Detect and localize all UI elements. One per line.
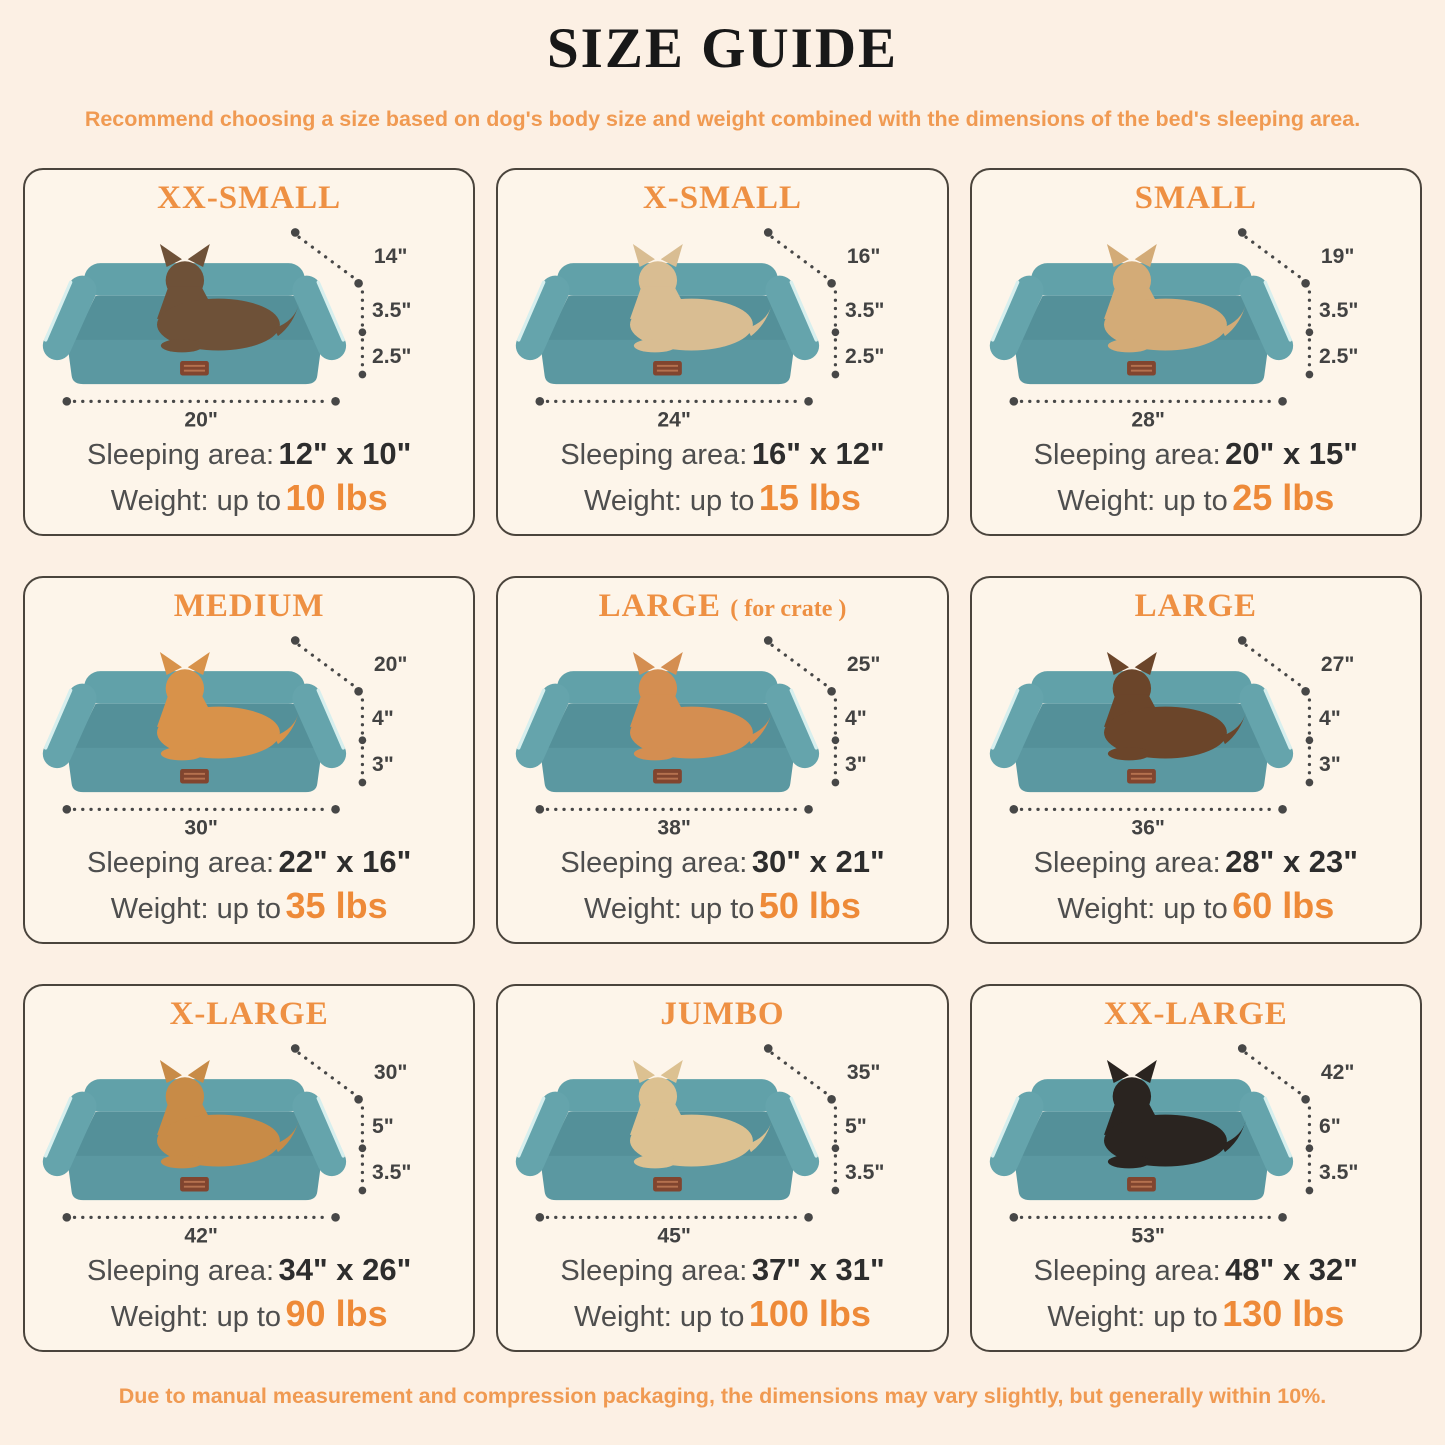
size-card-grid xyxy=(23,168,1422,1352)
bed-diagram xyxy=(38,219,460,432)
sleeping-area-line: Sleeping area: 37" x 31" xyxy=(560,1251,885,1287)
card-title xyxy=(599,588,847,624)
weight-line: Weight: up to 100 lbs xyxy=(574,1293,871,1335)
bolster-height-label: 3.5" xyxy=(845,299,885,323)
card-specs xyxy=(985,1250,1407,1338)
size-card-small xyxy=(970,168,1422,536)
card-title xyxy=(174,588,325,624)
weight-line: Weight: up to 90 lbs xyxy=(110,1293,388,1335)
card-title xyxy=(157,180,341,216)
size-name: JUMBO xyxy=(660,996,785,1032)
size-card-jumbo xyxy=(496,984,948,1352)
sleeping-area-line: Sleeping area: 34" x 26" xyxy=(87,1251,412,1287)
card-title xyxy=(1135,180,1257,216)
bed-illustration xyxy=(38,218,460,433)
width-dimension-label: 30" xyxy=(184,816,218,840)
base-height-label: 3.5" xyxy=(845,1161,885,1185)
bolster-height-label: 6" xyxy=(1318,1115,1341,1139)
sleeping-area-line: Sleeping area: 22" x 16" xyxy=(87,843,412,879)
page-title: SIZE GUIDE xyxy=(546,17,899,80)
diagonal-dimension-label: 35" xyxy=(847,1061,881,1085)
bed-diagram xyxy=(985,1035,1407,1248)
brand-patch xyxy=(180,769,209,783)
base-height-label: 2.5" xyxy=(845,345,885,369)
sleeping-area-line: Sleeping area: 20" x 15" xyxy=(1033,435,1358,471)
size-card-xx-large xyxy=(970,984,1422,1352)
card-specs xyxy=(985,842,1407,930)
card-specs xyxy=(511,434,933,522)
card-specs xyxy=(38,434,460,522)
base-height-label: 3" xyxy=(845,753,868,777)
bed-illustration xyxy=(985,218,1407,433)
size-name: XX-LARGE xyxy=(1103,996,1288,1032)
bolster-height-label: 4" xyxy=(1318,707,1341,731)
card-specs xyxy=(511,1250,933,1338)
base-height-label: 3.5" xyxy=(372,1161,412,1185)
size-name-suffix: ( for crate ) xyxy=(730,596,847,622)
card-title xyxy=(1135,588,1257,624)
size-card-xx-small xyxy=(23,168,475,536)
base-height-label: 3.5" xyxy=(1318,1161,1359,1185)
size-name: X-SMALL xyxy=(642,180,803,216)
base-height-label: 2.5" xyxy=(372,345,412,369)
size-name: XX-SMALL xyxy=(157,180,342,216)
sleeping-area-line: Sleeping area: 48" x 32" xyxy=(1033,1251,1358,1287)
brand-patch xyxy=(1127,361,1156,375)
diagonal-dimension-label: 42" xyxy=(1320,1061,1355,1085)
sleeping-area-line: Sleeping area: 16" x 12" xyxy=(560,435,885,471)
width-dimension-label: 38" xyxy=(657,816,692,840)
diagonal-dimension-label: 16" xyxy=(847,245,881,269)
bed-illustration xyxy=(511,218,933,433)
diagonal-dimension-label: 25" xyxy=(847,653,881,677)
weight-line: Weight: up to 130 lbs xyxy=(1047,1293,1345,1335)
sleeping-area-line: Sleeping area: 12" x 10" xyxy=(87,435,412,471)
sleeping-area-line: Sleeping area: 30" x 21" xyxy=(560,843,885,879)
page-footer-disclaimer: Due to manual measurement and compression packaging, the dimensions may vary slightly, but generally within 10%. xyxy=(118,1384,1327,1408)
bed-illustration xyxy=(38,1034,460,1249)
width-dimension-label: 24" xyxy=(657,408,692,432)
base-height-label: 2.5" xyxy=(1318,345,1359,369)
size-name: LARGE xyxy=(1134,588,1257,624)
brand-patch xyxy=(653,1177,682,1191)
width-dimension-label: 42" xyxy=(184,1224,218,1248)
width-dimension-label: 28" xyxy=(1131,408,1165,432)
size-card-x-large xyxy=(23,984,475,1352)
bolster-height-label: 5" xyxy=(372,1115,394,1139)
card-specs xyxy=(985,434,1407,522)
brand-patch xyxy=(653,769,682,783)
size-name: LARGE xyxy=(598,588,721,624)
size-name: SMALL xyxy=(1134,180,1257,216)
size-name: X-LARGE xyxy=(169,996,329,1032)
weight-line: Weight: up to 25 lbs xyxy=(1057,477,1335,519)
diagonal-dimension-label: 30" xyxy=(373,1061,408,1085)
bolster-height-label: 4" xyxy=(372,707,394,731)
width-dimension-label: 36" xyxy=(1131,816,1165,840)
base-height-label: 3" xyxy=(372,753,394,777)
diagonal-dimension-label: 20" xyxy=(373,653,408,677)
bolster-height-label: 3.5" xyxy=(1318,299,1359,323)
bolster-height-label: 5" xyxy=(845,1115,868,1139)
card-title xyxy=(1104,996,1288,1032)
brand-patch xyxy=(653,361,682,375)
weight-line: Weight: up to 60 lbs xyxy=(1057,885,1335,927)
diagonal-dimension-label: 27" xyxy=(1320,653,1355,677)
card-title xyxy=(170,996,329,1032)
brand-patch xyxy=(180,361,209,375)
size-card-large-for-crate xyxy=(496,576,948,944)
bed-diagram xyxy=(985,627,1407,840)
diagonal-dimension-label: 14" xyxy=(373,245,408,269)
weight-line: Weight: up to 15 lbs xyxy=(584,477,861,519)
size-card-x-small xyxy=(496,168,948,536)
width-dimension-label: 53" xyxy=(1131,1224,1165,1248)
bed-illustration xyxy=(511,1034,933,1249)
bed-diagram xyxy=(38,1035,460,1248)
bed-illustration xyxy=(38,626,460,841)
bed-illustration xyxy=(511,626,933,841)
card-specs xyxy=(38,1250,460,1338)
weight-line: Weight: up to 10 lbs xyxy=(110,477,388,519)
width-dimension-label: 20" xyxy=(184,408,218,432)
bolster-height-label: 3.5" xyxy=(372,299,412,323)
weight-line: Weight: up to 50 lbs xyxy=(584,885,861,927)
brand-patch xyxy=(1127,769,1156,783)
bed-illustration xyxy=(985,626,1407,841)
card-specs xyxy=(511,842,933,930)
base-height-label: 3" xyxy=(1318,753,1341,777)
size-card-medium xyxy=(23,576,475,944)
bed-diagram xyxy=(511,1035,933,1248)
sleeping-area-line: Sleeping area: 28" x 23" xyxy=(1033,843,1358,879)
width-dimension-label: 45" xyxy=(657,1224,692,1248)
diagonal-dimension-label: 19" xyxy=(1320,245,1355,269)
card-title xyxy=(643,180,802,216)
brand-patch xyxy=(180,1177,209,1191)
brand-patch xyxy=(1127,1177,1156,1191)
page-subtitle: Recommend choosing a size based on dog's body size and weight combined with the dimensions of the bed's sleeping area. xyxy=(84,107,1361,131)
weight-line: Weight: up to 35 lbs xyxy=(110,885,388,927)
card-title xyxy=(660,996,784,1032)
bed-diagram xyxy=(511,219,933,432)
bolster-height-label: 4" xyxy=(845,707,868,731)
size-card-large xyxy=(970,576,1422,944)
bed-illustration xyxy=(985,1034,1407,1249)
bed-diagram xyxy=(511,627,933,840)
card-specs xyxy=(38,842,460,930)
bed-diagram xyxy=(38,627,460,840)
size-name: MEDIUM xyxy=(173,588,325,624)
bed-diagram xyxy=(985,219,1407,432)
